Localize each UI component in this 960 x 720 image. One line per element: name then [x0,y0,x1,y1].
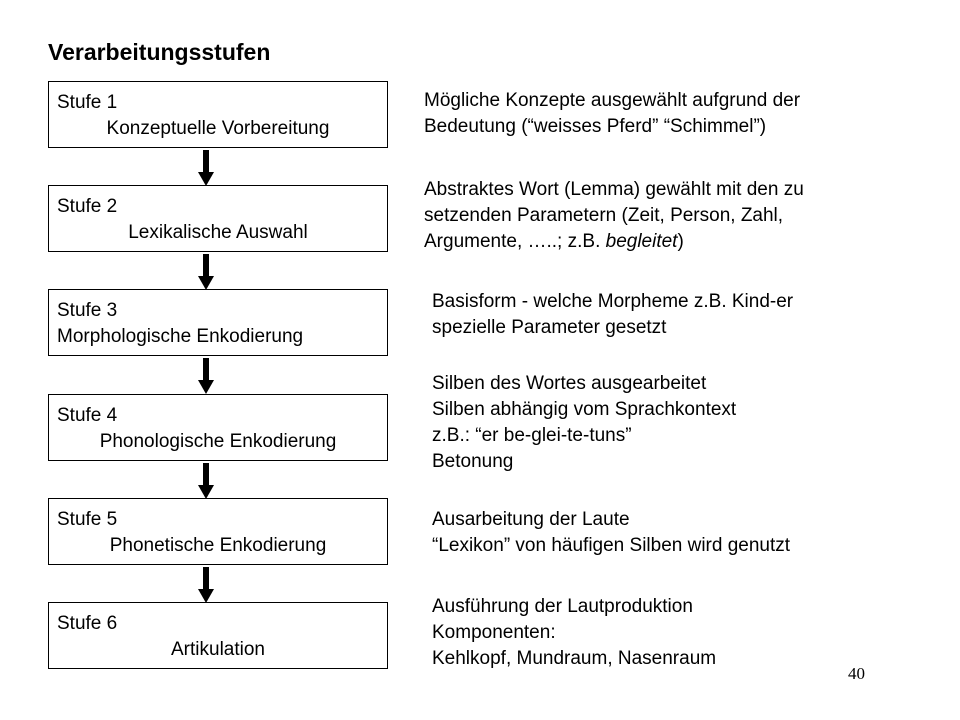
down-arrow-icon [198,358,214,394]
description-line: Ausführung der Lautproduktion [432,596,693,617]
description-line: Bedeutung (“weisses Pferd” “Schimmel”) [424,116,767,137]
stage-label: Phonologische Enkodierung [99,431,337,452]
description-line [424,229,924,255]
description-line: Abstraktes Wort (Lemma) gewählt mit den zu [424,179,804,200]
description-line: spezielle Parameter gesetzt [432,317,667,338]
example-word: begleitet [605,231,678,252]
stage-head: Stufe 4 [57,405,118,426]
stage-label: Phonetische Enkodierung [109,535,327,556]
stage-description-2 [424,177,924,255]
stage-box-2 [48,185,388,252]
description-line: Silben des Wortes ausgearbeitet [432,373,707,394]
description-text: Argumente, …..; z.B. [424,231,606,252]
description-line: Kehlkopf, Mundraum, Nasenraum [432,648,717,669]
description-line: Mögliche Konzepte ausgewählt aufgrund der [424,90,801,111]
stage-head: Stufe 5 [57,509,118,530]
description-line: z.B.: “er be-glei-te-tuns” [432,425,632,446]
down-arrow-icon [198,254,214,290]
stage-head: Stufe 1 [57,92,118,113]
page-title: Verarbeitungsstufen [48,39,271,65]
down-arrow-icon [198,567,214,603]
stage-description-6 [432,594,932,672]
down-arrow-icon [198,150,214,186]
description-line: Komponenten: [432,622,556,643]
stage-box-6 [48,602,388,669]
stage-label: Lexikalische Auswahl [128,222,308,243]
stage-label: Morphologische Enkodierung [57,326,304,347]
description-line: Silben abhängig vom Sprachkontext [432,399,737,420]
stage-description-1 [424,88,924,140]
page-number: 40 [848,664,865,683]
stage-box-1 [48,81,388,148]
description-line: Basisform - welche Morpheme z.B. Kind-er [432,291,794,312]
stage-label: Artikulation [171,639,265,660]
stage-description-5 [432,507,932,559]
stage-description-3 [432,289,932,341]
stage-description-4 [432,371,932,475]
stage-box-4 [48,394,388,461]
stage-head: Stufe 3 [57,300,118,321]
description-text: ) [677,231,684,252]
description-line: Betonung [432,451,514,472]
description-line: setzenden Parametern (Zeit, Person, Zahl, [424,205,784,226]
down-arrow-icon [198,463,214,499]
stage-label: Konzeptuelle Vorbereitung [106,118,330,139]
stage-head: Stufe 6 [57,613,118,634]
stage-box-5 [48,498,388,565]
description-line: Ausarbeitung der Laute [432,509,630,530]
description-line: “Lexikon” von häufigen Silben wird genutzt [432,535,791,556]
stage-box-3 [48,289,388,356]
stage-head: Stufe 2 [57,196,118,217]
